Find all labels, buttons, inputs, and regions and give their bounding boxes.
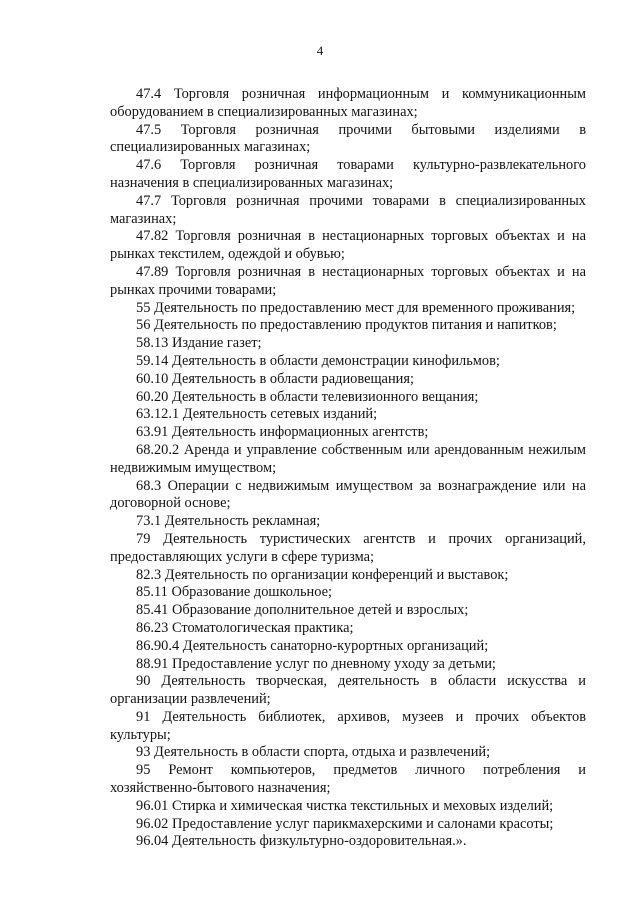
list-item: 88.91 Предоставление услуг по дневному уходу за детьми;	[136, 655, 496, 672]
list-item: 96.01 Стирка и химическая чистка текстильных и меховых изделий;	[136, 797, 554, 814]
list-item: 60.10 Деятельность в области радиовещания;	[136, 370, 414, 387]
list-item: 85.11 Образование дошкольное;	[136, 584, 332, 601]
list-item: 47.82 Торговля розничная в нестационарных торговых объектах и на рынках текстилем, одеждой и обувью;	[110, 228, 586, 263]
list-item: 86.90.4 Деятельность санаторно-курортных организаций;	[136, 637, 489, 654]
list-item: 96.02 Предоставление услуг парикмахерскими и салонами красоты;	[136, 815, 554, 832]
list-item: 47.89 Торговля розничная в нестационарных торговых объектах и на рынках прочими товарами;	[110, 263, 586, 298]
list-item: 47.5 Торговля розничная прочими бытовыми изделиями в специализированных магазинах;	[110, 121, 586, 156]
list-item: 63.91 Деятельность информационных агентств;	[136, 424, 429, 441]
list-item: 68.3 Операции с недвижимым имуществом за вознаграждение или на договорной основе;	[110, 477, 586, 512]
list-item: 90 Деятельность творческая, деятельность в области искусства и организации развлечений;	[110, 673, 586, 708]
list-item: 47.4 Торговля розничная информационным и коммуникационным оборудованием в специализированных магазинах;	[110, 86, 586, 120]
list-item: 63.12.1 Деятельность сетевых изданий;	[136, 406, 378, 423]
list-item: 60.20 Деятельность в области телевизионного вещания;	[136, 388, 479, 405]
list-item: 82.3 Деятельность по организации конференций и выставок;	[136, 566, 509, 583]
list-item: 56 Деятельность по предоставлению продуктов питания и напитков;	[136, 317, 557, 334]
page-number: 4	[316, 43, 324, 58]
list-item: 59.14 Деятельность в области демонстрации кинофильмов;	[136, 352, 500, 369]
list-item: 47.7 Торговля розничная прочими товарами в специализированных магазинах;	[110, 192, 586, 227]
list-item: 47.6 Торговля розничная товарами культурно-развлекательного назначения в специализированных магазинах;	[110, 157, 586, 191]
list-item: 91 Деятельность библиотек, архивов, музеев и прочих объектов культуры;	[110, 708, 586, 743]
list-item: 93 Деятельность в области спорта, отдыха и развлечений;	[136, 744, 491, 761]
document-body	[110, 86, 586, 851]
list-item: 68.20.2 Аренда и управление собственным или арендованным нежилым недвижимым имуществом;	[110, 441, 586, 476]
list-item: 86.23 Стоматологическая практика;	[136, 619, 354, 636]
list-item: 85.41 Образование дополнительное детей и взрослых;	[136, 602, 469, 619]
list-item: 95 Ремонт компьютеров, предметов личного потребления и хозяйственно-бытового назначения;	[110, 762, 586, 797]
list-item: 58.13 Издание газет;	[136, 335, 262, 352]
list-item: 73.1 Деятельность рекламная;	[136, 513, 321, 530]
list-item: 96.04 Деятельность физкультурно-оздоровительная.».	[136, 833, 467, 850]
list-item: 55 Деятельность по предоставлению мест для временного проживания;	[136, 299, 576, 316]
list-item: 79 Деятельность туристических агентств и прочих организаций, предоставляющих услуги в сфере туризма;	[110, 530, 586, 565]
